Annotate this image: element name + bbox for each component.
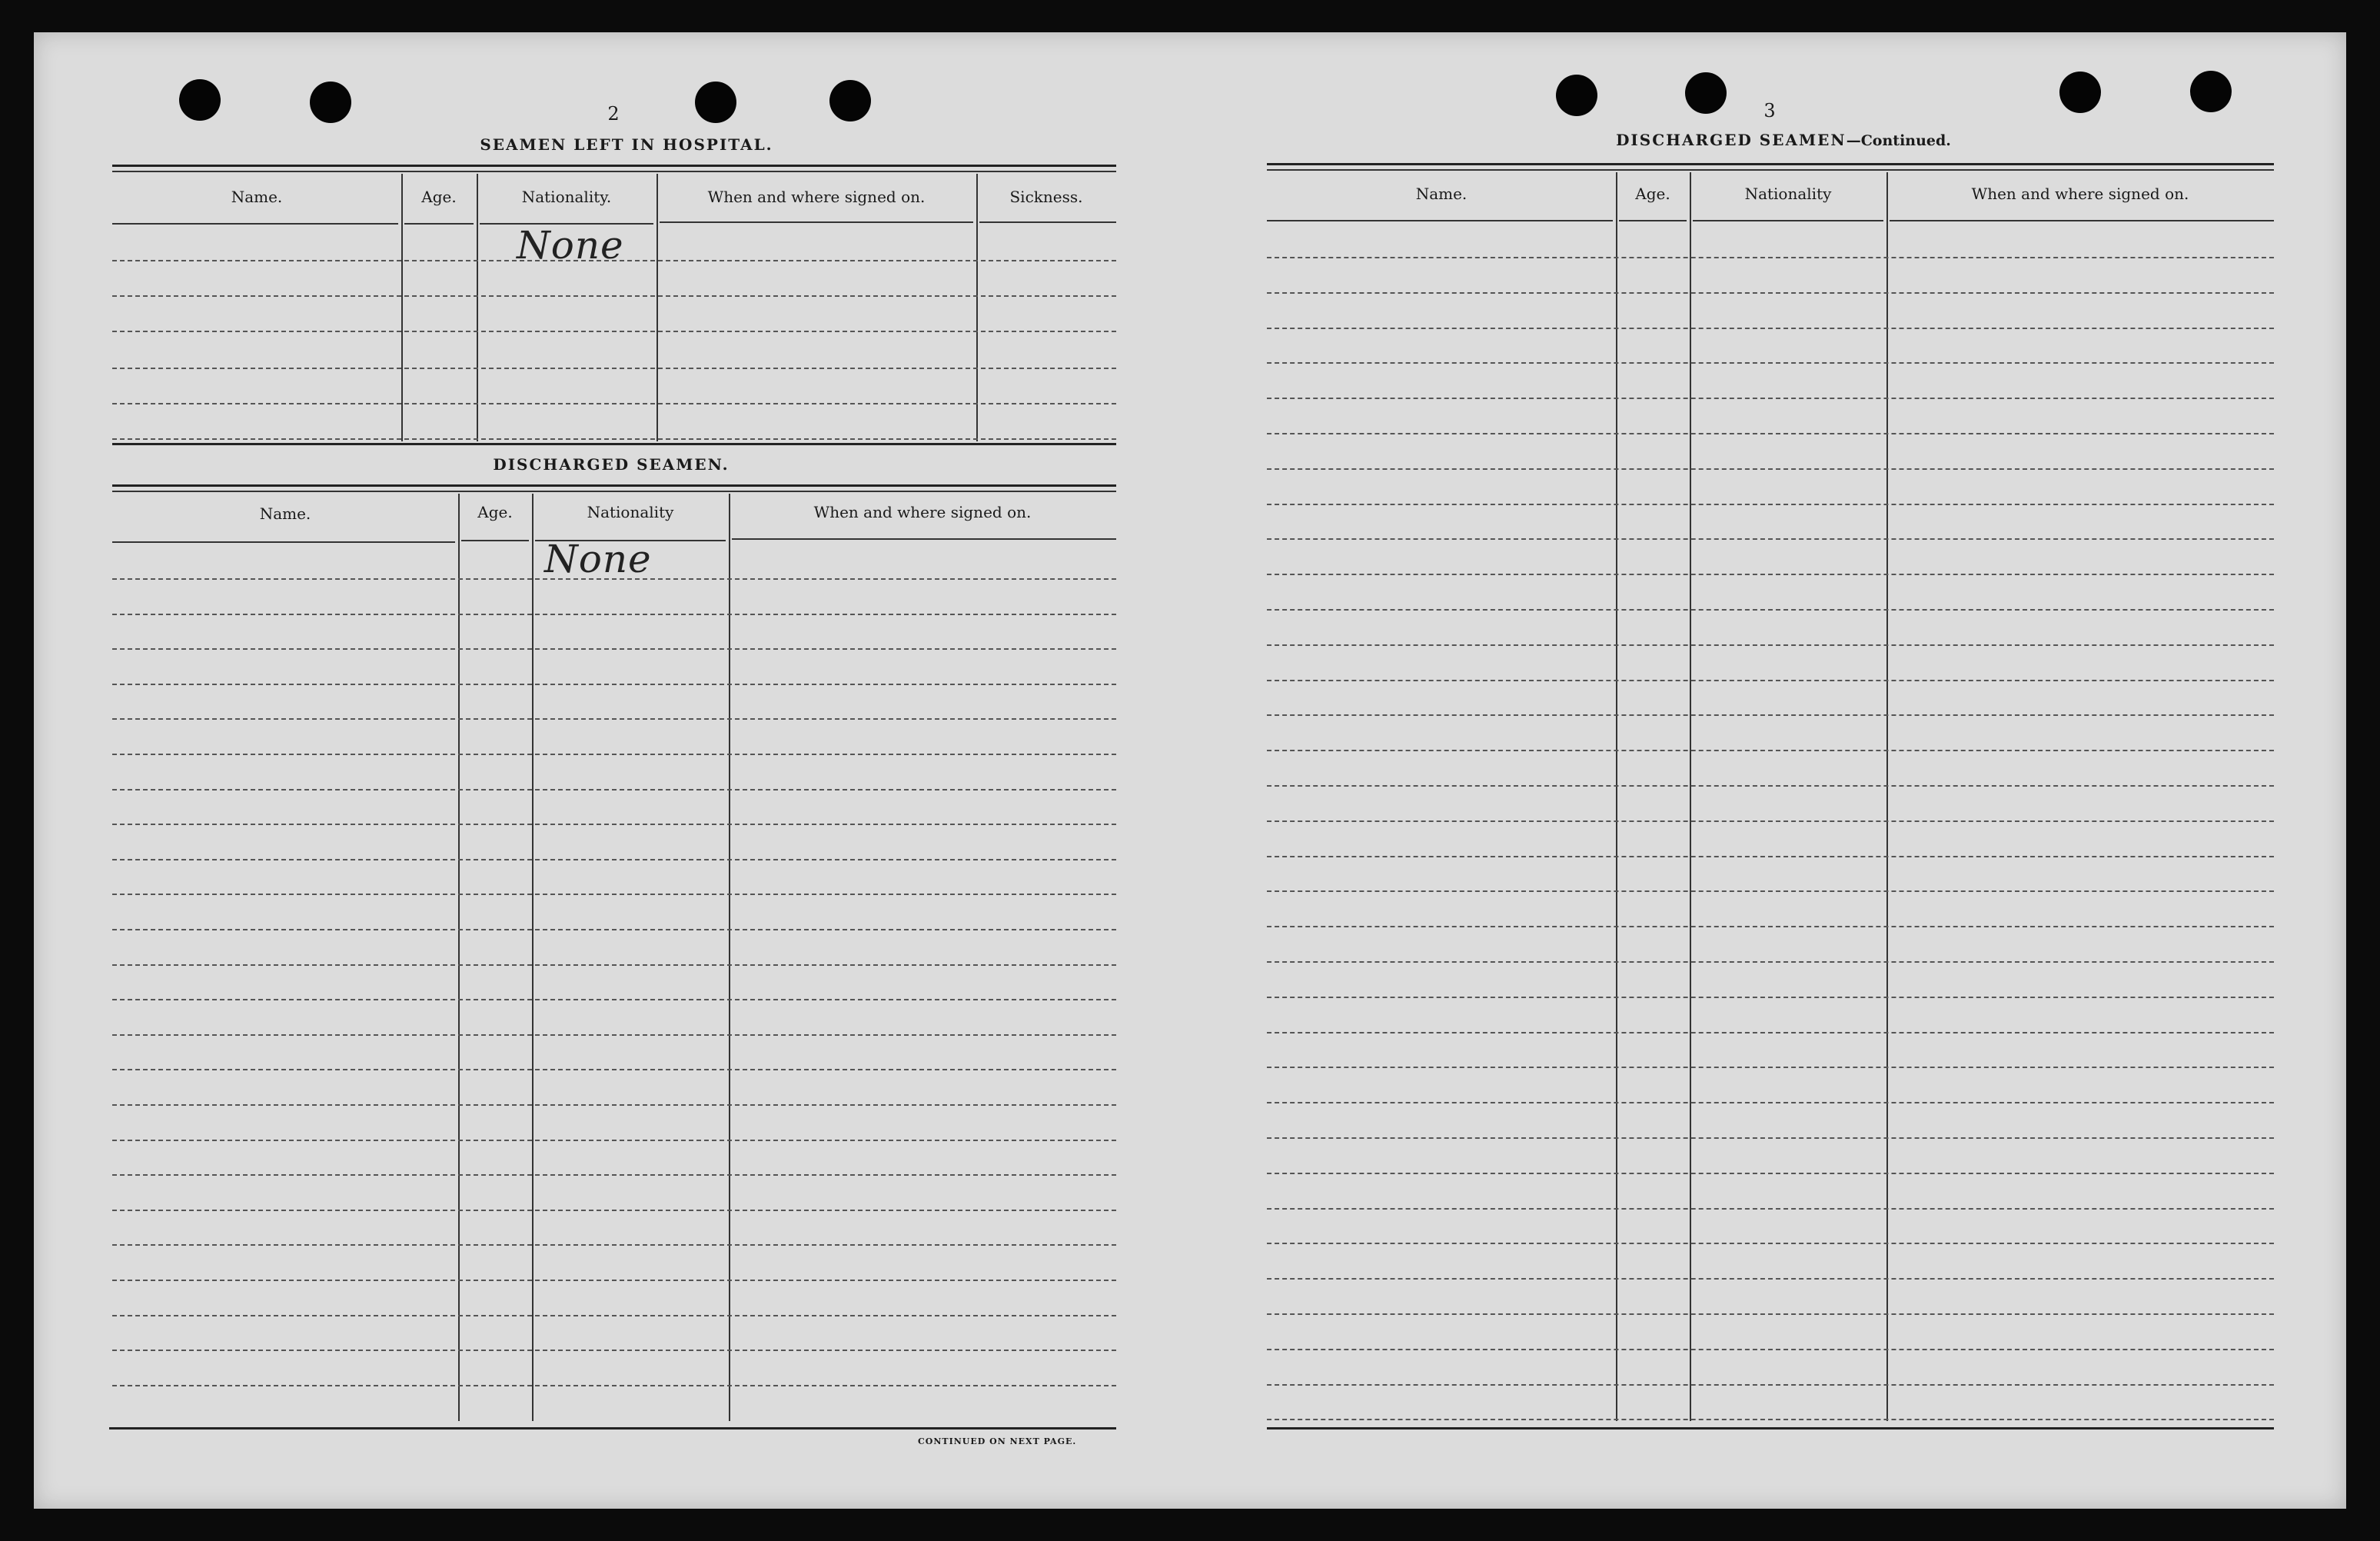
discharged-row-line (112, 1140, 1116, 1141)
discharged-row-line (112, 614, 1116, 615)
hospital-row-line (112, 295, 1116, 297)
discharged-col-age: Age. (477, 503, 513, 521)
right-row-line (1267, 890, 2274, 892)
right-header-underline (1619, 220, 1687, 221)
discharged-row-line (112, 1350, 1116, 1351)
right-bottom-rule (1267, 1427, 2274, 1430)
hospital-col-divider (477, 174, 478, 441)
discharged-col-nationality: Nationality (587, 503, 674, 521)
right-row-line (1267, 433, 2274, 434)
right-row-line (1267, 362, 2274, 364)
punch-hole (695, 82, 736, 123)
hospital-header-underline (404, 223, 474, 225)
right-col-divider (1886, 172, 1888, 1421)
right-col-divider (1616, 172, 1617, 1421)
discharged-continued-title-main: DISCHARGED SEAMEN (1616, 131, 1846, 149)
punch-hole (829, 80, 871, 121)
right-row-line (1267, 856, 2274, 857)
hospital-col-sickness: Sickness. (1009, 188, 1083, 206)
hospital-col-name: Name. (231, 188, 283, 206)
punch-hole (310, 82, 351, 123)
page-number-left: 2 (607, 103, 620, 125)
document-sheet (34, 32, 2346, 1509)
right-row-line (1267, 328, 2274, 329)
hospital-top-rule-inner (112, 171, 1116, 172)
right-row-line (1267, 785, 2274, 787)
right-row-line (1267, 1208, 2274, 1210)
discharged-continued-title-suffix: —Continued. (1846, 132, 1951, 149)
hospital-col-divider (976, 174, 978, 441)
hospital-header-underline (979, 221, 1116, 223)
punch-hole (1685, 72, 1727, 114)
discharged-top-rule-inner (112, 491, 1116, 492)
right-header-underline (1693, 220, 1883, 221)
right-row-line (1267, 1067, 2274, 1068)
right-row-line (1267, 714, 2274, 716)
discharged-col-divider (458, 494, 460, 1421)
right-row-line (1267, 468, 2274, 470)
right-col-when-where: When and where signed on. (1971, 185, 2189, 203)
punch-hole (179, 79, 221, 121)
right-row-line (1267, 926, 2274, 927)
discharged-handwritten-entry: None (544, 537, 652, 581)
discharged-continued-title (1568, 131, 1999, 149)
discharged-top-rule (112, 484, 1116, 487)
discharged-row-line (112, 1174, 1116, 1176)
right-header-underline (1890, 220, 2274, 221)
discharged-row-line (112, 1315, 1116, 1316)
discharged-row-line (112, 1069, 1116, 1070)
punch-hole (1556, 75, 1597, 116)
right-row-line (1267, 644, 2274, 646)
hospital-section-title: SEAMEN LEFT IN HOSPITAL. (480, 135, 773, 154)
discharged-col-divider (532, 494, 534, 1421)
discharged-row-line (112, 999, 1116, 1000)
discharged-col-name: Name. (259, 504, 311, 523)
discharged-row-line (112, 1244, 1116, 1246)
right-row-line (1267, 609, 2274, 611)
right-row-line (1267, 538, 2274, 540)
right-row-line (1267, 1349, 2274, 1350)
hospital-col-divider (656, 174, 658, 441)
discharged-row-line (112, 859, 1116, 860)
right-row-line (1267, 292, 2274, 294)
right-row-line (1267, 820, 2274, 822)
right-row-line (1267, 1384, 2274, 1386)
hospital-bottom-rule (112, 443, 1116, 445)
discharged-row-line (112, 684, 1116, 685)
right-col-name: Name. (1415, 185, 1468, 203)
right-row-line (1267, 750, 2274, 751)
right-col-nationality: Nationality (1744, 185, 1832, 203)
continued-note: CONTINUED ON NEXT PAGE. (918, 1436, 1077, 1446)
right-row-line (1267, 1102, 2274, 1103)
discharged-row-line (112, 824, 1116, 825)
discharged-row-line (112, 648, 1116, 650)
discharged-row-line (112, 754, 1116, 755)
discharged-row-line (112, 789, 1116, 790)
right-row-line (1267, 1313, 2274, 1315)
discharged-row-line (112, 964, 1116, 966)
discharged-header-underline (461, 540, 529, 541)
right-row-line (1267, 1032, 2274, 1033)
discharged-section-title: DISCHARGED SEAMEN. (493, 455, 730, 474)
right-row-line (1267, 257, 2274, 258)
discharged-header-underline (732, 538, 1116, 540)
right-top-rule (1267, 163, 2274, 165)
hospital-row-line (112, 403, 1116, 404)
right-row-line (1267, 961, 2274, 963)
right-top-rule-inner (1267, 169, 2274, 171)
right-header-underline (1267, 220, 1613, 221)
hospital-col-nationality: Nationality. (521, 188, 612, 206)
right-row-line (1267, 1243, 2274, 1244)
right-row-line (1267, 1173, 2274, 1174)
hospital-row-line (112, 368, 1116, 369)
punch-hole (2059, 72, 2101, 113)
discharged-row-line (112, 929, 1116, 930)
right-row-line (1267, 1419, 2274, 1420)
discharged-row-line (112, 1385, 1116, 1386)
discharged-col-divider (729, 494, 730, 1421)
discharged-row-line (112, 1210, 1116, 1211)
discharged-row-line (112, 718, 1116, 720)
punch-hole (2190, 71, 2232, 112)
discharged-row-line (112, 894, 1116, 895)
right-col-age: Age. (1635, 185, 1670, 203)
right-row-line (1267, 398, 2274, 399)
right-row-line (1267, 504, 2274, 505)
right-row-line (1267, 1137, 2274, 1139)
discharged-row-line (112, 1104, 1116, 1106)
discharged-row-line (112, 1280, 1116, 1281)
hospital-row-line (112, 331, 1116, 332)
right-row-line (1267, 680, 2274, 681)
hospital-col-when-where: When and where signed on. (707, 188, 926, 206)
discharged-row-line (112, 1034, 1116, 1036)
right-col-divider (1690, 172, 1691, 1421)
hospital-handwritten-entry: None (517, 223, 624, 268)
hospital-header-underline (660, 221, 973, 223)
page-number-right: 3 (1763, 100, 1776, 121)
discharged-col-when-where: When and where signed on. (813, 503, 1032, 521)
right-row-line (1267, 574, 2274, 575)
hospital-top-rule (112, 165, 1116, 167)
hospital-row-line (112, 438, 1116, 440)
hospital-header-underline (112, 223, 398, 225)
discharged-bottom-rule (109, 1427, 1116, 1430)
hospital-col-divider (401, 174, 403, 441)
discharged-header-underline (112, 541, 455, 543)
right-row-line (1267, 1278, 2274, 1280)
hospital-col-age: Age. (421, 188, 457, 206)
right-row-line (1267, 997, 2274, 998)
